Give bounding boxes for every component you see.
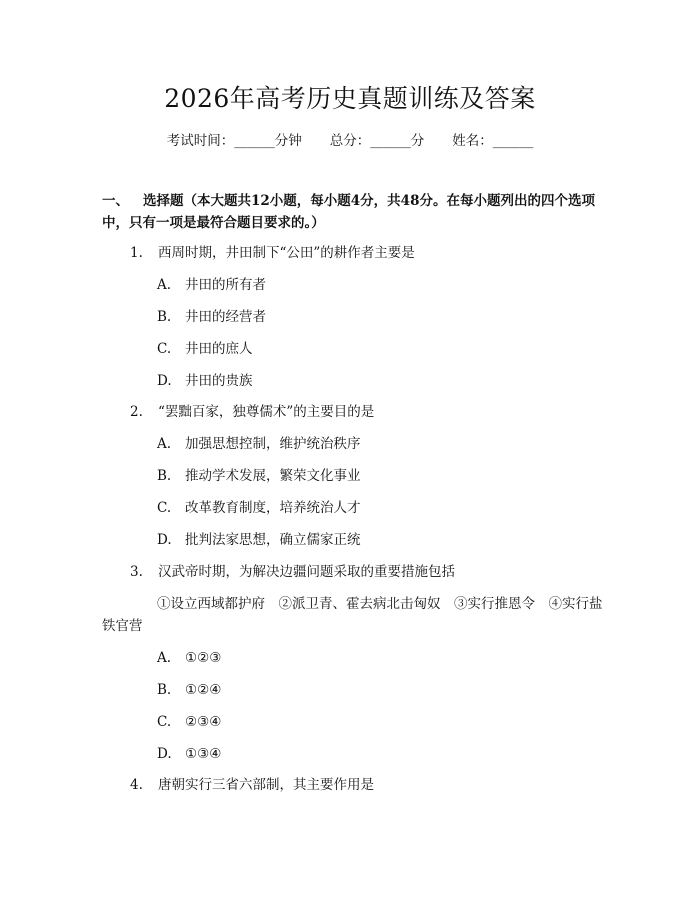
q3-option-d: [157, 744, 221, 764]
option-letter: D.: [157, 532, 172, 548]
option-letter: C.: [157, 341, 172, 357]
q3-option-b: [157, 680, 221, 700]
q1-option-c: [157, 339, 253, 359]
option-text: 加强思想控制，维护统治秩序: [185, 436, 361, 452]
option-letter: A.: [157, 436, 172, 452]
option-text: 批判法家思想，确立儒家正统: [185, 532, 361, 548]
question-text: 唐朝实行三省六部制，其主要作用是: [158, 777, 374, 793]
question-text: 汉武帝时期，为解决边疆问题采取的重要措施包括: [158, 564, 455, 580]
question-text: “罢黜百家，独尊儒术”的主要目的是: [158, 404, 375, 420]
q2-option-a: [157, 434, 361, 454]
option-letter: B.: [157, 468, 172, 484]
question-3: [130, 562, 455, 582]
option-letter: D.: [157, 746, 172, 762]
score-unit: 分: [410, 133, 425, 149]
option-letter: A.: [157, 650, 172, 666]
section-number: 一、: [102, 193, 129, 209]
option-text: 井田的庶人: [185, 341, 253, 357]
name-label: 姓名：: [452, 133, 493, 149]
time-label: 考试时间：: [166, 133, 235, 149]
time-unit: 分钟: [274, 133, 302, 149]
option-letter: B.: [157, 309, 172, 325]
option-letter: B.: [157, 682, 172, 698]
question-2: [130, 402, 374, 422]
option-text: ①②③: [185, 650, 222, 666]
time-blank: ______: [234, 133, 275, 149]
option-text: ②③④: [185, 714, 222, 730]
name-blank: ______: [492, 133, 534, 149]
question-number: 3.: [130, 564, 143, 580]
option-text: 井田的贵族: [185, 373, 253, 389]
question-text: 西周时期，井田制下“公田”的耕作者主要是: [158, 245, 415, 261]
q1-option-d: [157, 371, 253, 391]
section-instructions: 选择题（本大题共12小题，每小题4分，共48分。在每小题列出的四个选项中，只有一项是最符合题目要求的。）: [102, 193, 595, 231]
option-text: ①②④: [185, 682, 222, 698]
option-text: ①③④: [185, 746, 222, 762]
option-text: 井田的所有者: [185, 277, 266, 293]
option-text: 井田的经营者: [185, 309, 266, 325]
option-letter: C.: [157, 714, 172, 730]
option-text: 改革教育制度，培养统治人才: [185, 500, 361, 516]
q3-option-a: [157, 648, 221, 668]
option-text: 推动学术发展，繁荣文化事业: [185, 468, 361, 484]
q3-statements: ①设立西域都护府 ②派卫青、霍去病北击匈奴 ③实行推恩令 ④实行盐铁官营: [102, 596, 603, 634]
q2-option-b: [157, 466, 361, 486]
question-number: 2.: [130, 404, 143, 420]
question-1: [130, 243, 415, 263]
option-letter: A.: [157, 277, 172, 293]
question-number: 1.: [130, 245, 143, 261]
option-letter: C.: [157, 500, 172, 516]
question-number: 4.: [130, 777, 143, 793]
question-4: [130, 775, 374, 795]
q2-option-c: [157, 498, 361, 518]
score-blank: ______: [370, 133, 411, 149]
exam-info-line: [0, 131, 700, 151]
q2-option-d: [157, 530, 361, 550]
option-letter: D.: [157, 373, 172, 389]
q1-option-a: [157, 275, 266, 295]
q1-option-b: [157, 307, 266, 327]
page-title: 2026年高考历史真题训练及答案: [164, 84, 536, 113]
q3-option-c: [157, 712, 221, 732]
score-label: 总分：: [329, 133, 371, 149]
section-heading: [102, 190, 607, 234]
